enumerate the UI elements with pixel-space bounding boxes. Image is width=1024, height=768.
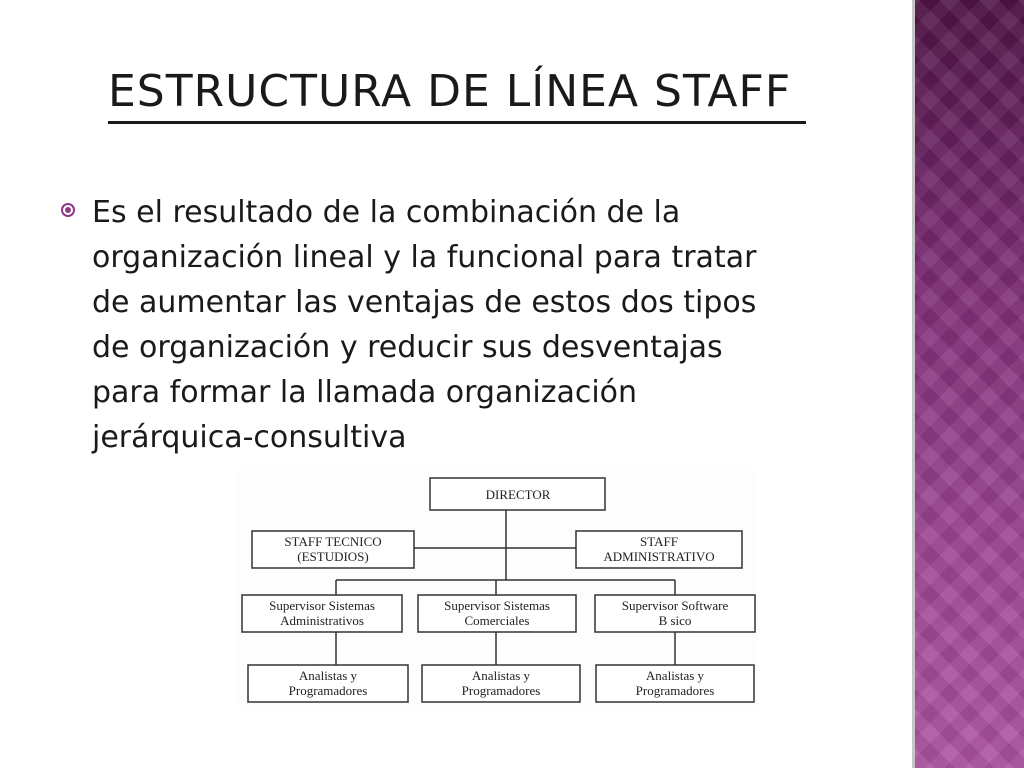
label-analistas-2-line1: Analistas y (471, 668, 531, 683)
label-analistas-1-line2: Programadores (288, 683, 368, 698)
label-staff-administrativo-line1: STAFF (640, 534, 678, 549)
decorative-side-band (912, 0, 1024, 768)
label-analistas-2-line2: Programadores (461, 683, 541, 698)
label-supervisor-1-line1: Supervisor Sistemas (269, 598, 375, 613)
label-supervisor-3-line2: B sico (658, 613, 692, 628)
label-director: DIRECTOR (485, 487, 551, 502)
org-chart (238, 470, 758, 710)
label-supervisor-3-line1: Supervisor Software (621, 598, 729, 613)
label-supervisor-2-line2: Comerciales (464, 613, 530, 628)
label-supervisor-2-line1: Supervisor Sistemas (444, 598, 550, 613)
label-analistas-1-line1: Analistas y (298, 668, 358, 683)
label-analistas-3-line2: Programadores (635, 683, 715, 698)
title-underline (108, 121, 806, 124)
label-supervisor-1-line2: Administrativos (280, 613, 364, 628)
bullet-icon (61, 203, 75, 217)
label-staff-administrativo-line2: ADMINISTRATIVO (603, 549, 715, 564)
slide-title: ESTRUCTURA DE LÍNEA STAFF (108, 66, 792, 117)
bullet-text: Es el resultado de la combinación de la organización lineal y la funcional para tratar de aumentar las ventajas de estos dos tipos de organización y reducir sus desventajas para formar la llamada organización jerárquica-consultiva (92, 195, 757, 455)
label-staff-tecnico-line2: (ESTUDIOS) (297, 549, 369, 564)
label-staff-tecnico-line1: STAFF TECNICO (284, 534, 382, 549)
label-analistas-3-line1: Analistas y (645, 668, 705, 683)
